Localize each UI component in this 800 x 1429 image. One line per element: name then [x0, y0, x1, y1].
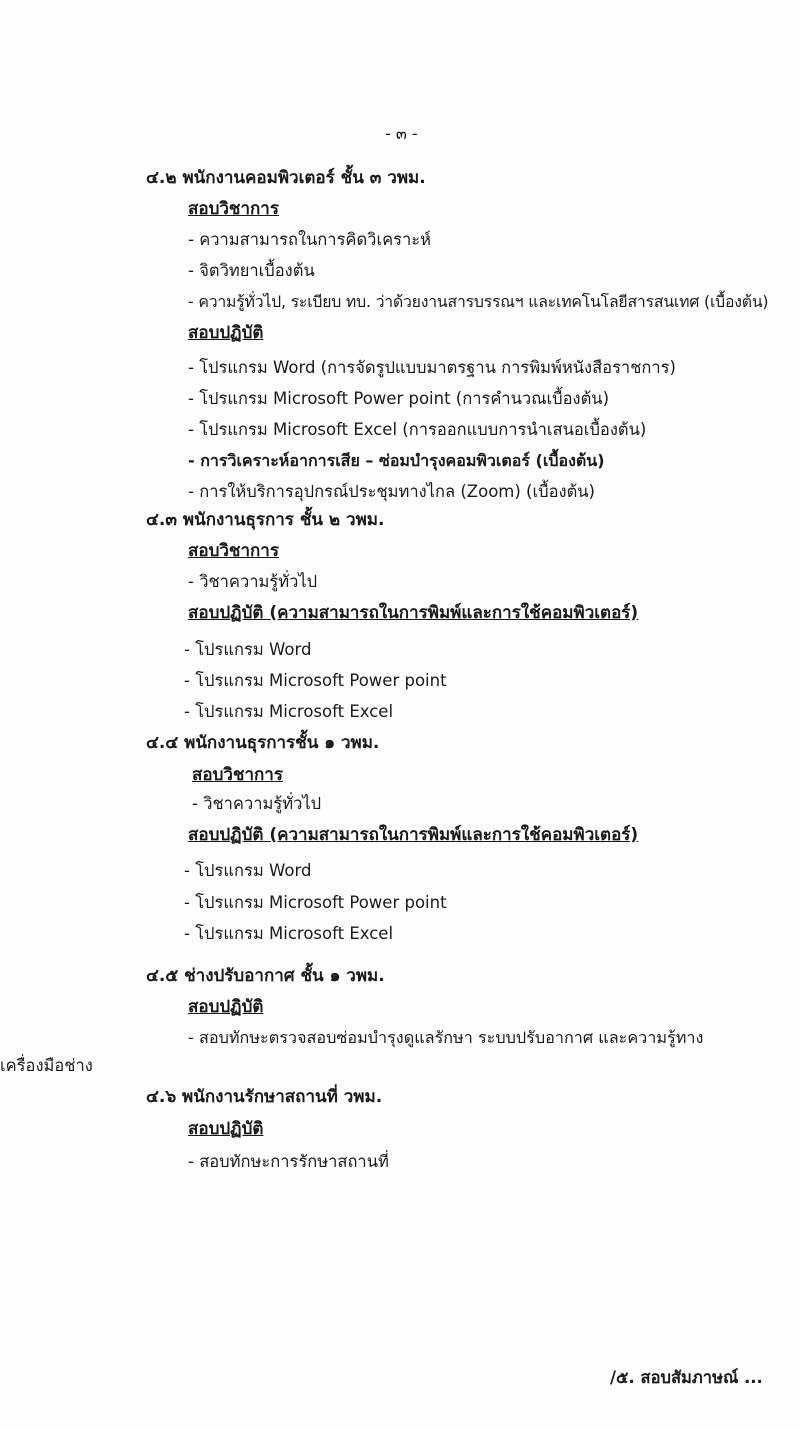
section-heading-4-6: ๔.๖ พนักงานรักษาสถานที่ วพม.: [146, 1087, 383, 1107]
practical-exam-label: สอบปฏิบัติ: [188, 323, 264, 343]
list-item: - ความรู้ทั่วไป, ระเบียบ ทบ. ว่าด้วยงานสารบรรณฯ และเทคโนโลยีสารสนเทศ (เบื้องต้น): [188, 292, 769, 311]
list-item: - โปรแกรม Microsoft Excel: [184, 924, 394, 943]
list-item: - โปรแกรม Word: [184, 861, 312, 880]
practical-exam-label: สอบปฏิบัติ: [188, 997, 264, 1017]
list-item: - การวิเคราะห์อาการเสีย – ซ่อมบำรุงคอมพิวเตอร์ (เบื้องต้น): [188, 451, 605, 470]
practical-exam-label: สอบปฏิบัติ: [188, 825, 264, 845]
practical-exam-heading: [188, 601, 638, 625]
section-heading-4-3: ๔.๓ พนักงานธุรการ ชั้น ๒ วพม.: [146, 510, 385, 530]
list-item: - โปรแกรม Word (การจัดรูปแบบมาตรฐาน การพิมพ์หนังสือราชการ): [188, 358, 676, 377]
section-heading-4-5: ๔.๕ ช่างปรับอากาศ ชั้น ๑ วพม.: [146, 966, 385, 986]
academic-exam-label: สอบวิชาการ: [188, 199, 279, 219]
list-item: - โปรแกรม Microsoft Excel: [184, 702, 394, 721]
list-item: - โปรแกรม Microsoft Power point: [184, 671, 447, 690]
list-item: - โปรแกรม Microsoft Power point: [184, 893, 447, 912]
list-item: - โปรแกรม Microsoft Power point (การคำนวณเบื้องต้น): [188, 389, 610, 408]
next-page-marker: /๕. สอบสัมภาษณ์ ...: [610, 1368, 763, 1387]
list-item: - วิชาความรู้ทั่วไป: [192, 794, 322, 813]
practical-exam-note: (ความสามารถในการพิมพ์และการใช้คอมพิวเตอร์): [263, 825, 639, 845]
section-heading-4-4: ๔.๔ พนักงานธุรการชั้น ๑ วพม.: [146, 733, 380, 753]
list-item: - โปรแกรม Word: [184, 640, 312, 659]
academic-exam-label: สอบวิชาการ: [188, 541, 279, 561]
practical-exam-label: สอบปฏิบัติ: [188, 603, 264, 623]
list-item: - ความสามารถในการคิดวิเคราะห์: [188, 230, 431, 249]
academic-exam-label: สอบวิชาการ: [192, 765, 283, 785]
list-item: - วิชาความรู้ทั่วไป: [188, 572, 318, 591]
list-item: - โปรแกรม Microsoft Excel (การออกแบบการนำเสนอเบื้องต้น): [188, 420, 647, 439]
list-item: - การให้บริการอุปกรณ์ประชุมทางไกล (Zoom) (เบื้องต้น): [188, 482, 595, 501]
page-number: - ๓ -: [385, 124, 418, 143]
list-item: - สอบทักษะตรวจสอบซ่อมบำรุงดูแลรักษา ระบบปรับอากาศ และความรู้ทาง: [188, 1028, 704, 1047]
practical-exam-heading: [188, 823, 638, 847]
practical-exam-note: (ความสามารถในการพิมพ์และการใช้คอมพิวเตอร์): [263, 603, 639, 623]
list-item: - จิตวิทยาเบื้องต้น: [188, 261, 315, 280]
section-heading-4-2: ๔.๒ พนักงานคอมพิวเตอร์ ชั้น ๓ วพม.: [146, 168, 426, 188]
list-item-continuation: เครื่องมือช่าง: [0, 1056, 93, 1075]
list-item: - สอบทักษะการรักษาสถานที่: [188, 1152, 389, 1171]
practical-exam-label: สอบปฏิบัติ: [188, 1119, 264, 1139]
